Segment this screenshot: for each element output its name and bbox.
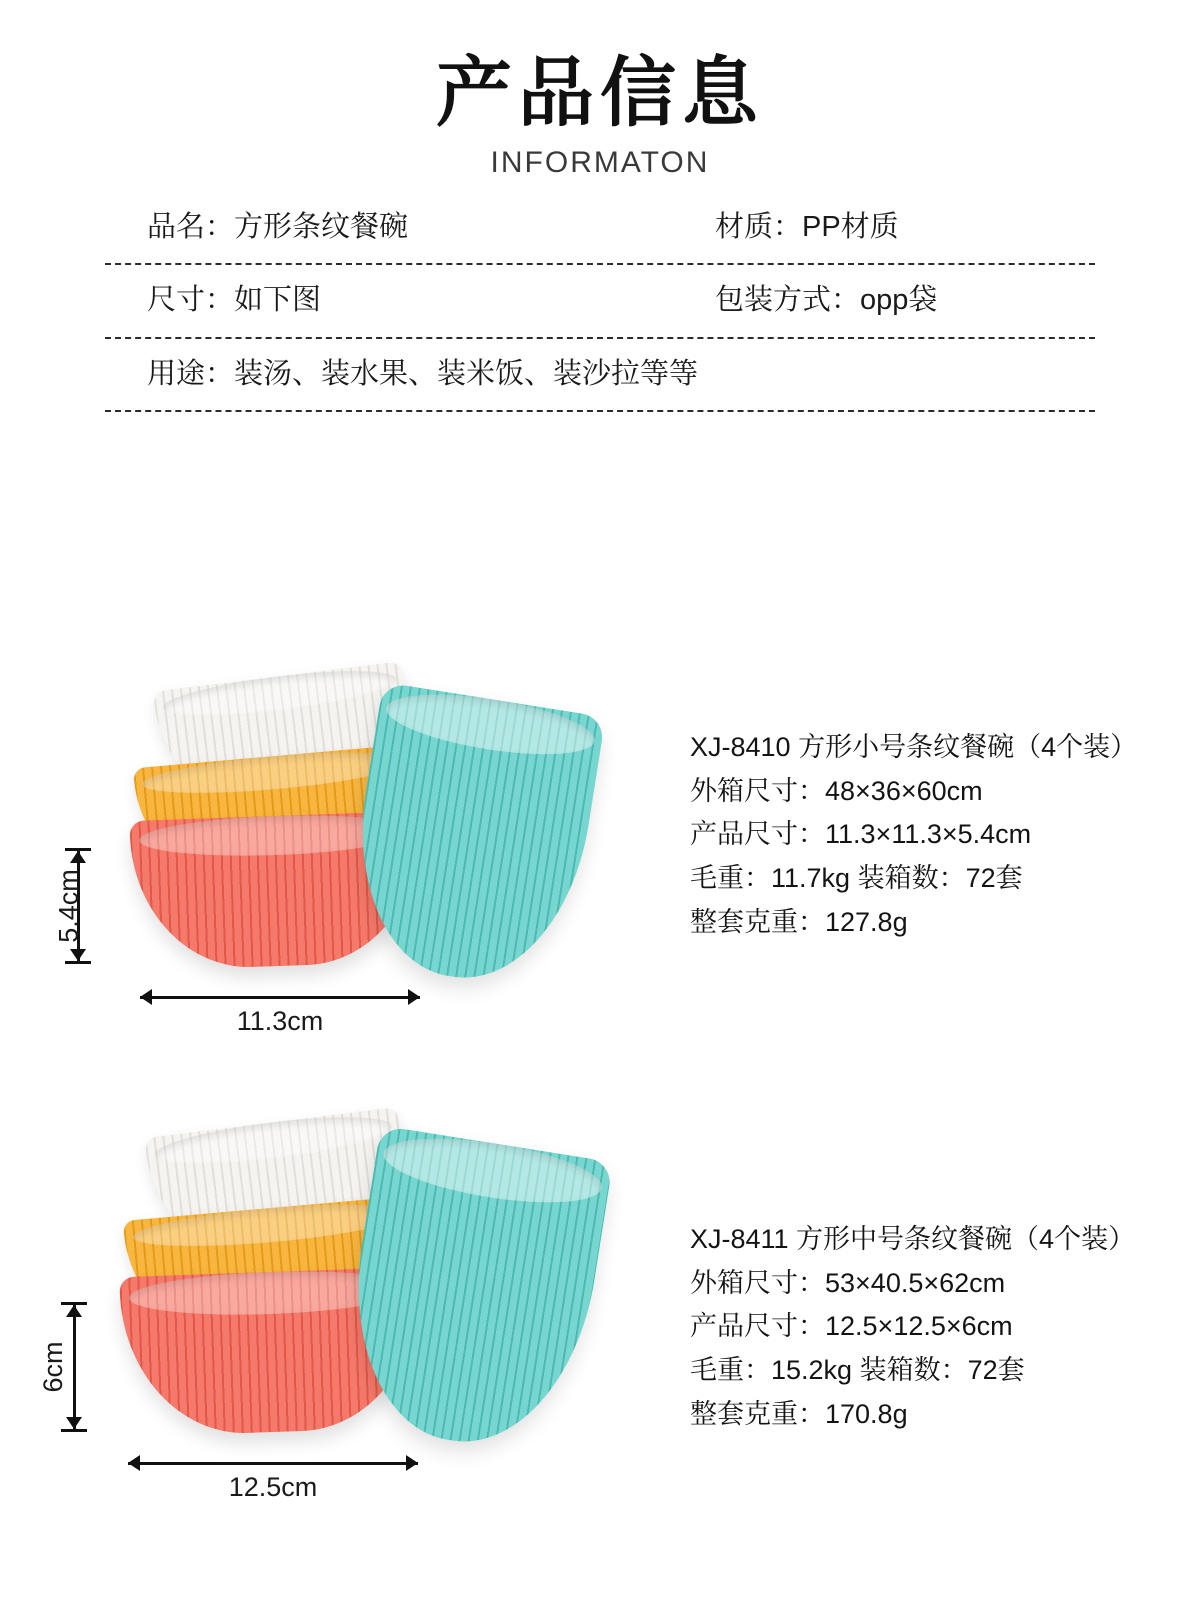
product-size: 产品尺寸：12.5×12.5×6cm <box>690 1311 1013 1342</box>
dimension-width-xj-8410 <box>140 988 420 1036</box>
product-block-xj-8411 <box>0 1090 1200 1520</box>
arrow-up-icon <box>66 1305 82 1317</box>
divider <box>105 337 1095 339</box>
product-specs-xj-8410 <box>690 726 1190 945</box>
arrow-right-icon <box>406 1455 418 1471</box>
info-product-name: 品名：方形条纹餐碗 <box>147 210 409 243</box>
page-title: 产品信息 <box>436 51 764 136</box>
info-material: 材质：PP材质 <box>715 210 899 243</box>
product-weight-quantity: 毛重：15.2kg 装箱数：72套 <box>690 1355 1025 1386</box>
product-carton-size: 外箱尺寸：48×36×60cm <box>690 775 983 806</box>
product-set-weight: 整套克重：170.8g <box>690 1398 908 1429</box>
divider <box>105 263 1095 265</box>
dimension-width-xj-8411 <box>128 1454 418 1502</box>
bowl-teal <box>334 1125 613 1458</box>
info-row <box>105 279 1095 329</box>
info-usage: 用途：装汤、装水果、装米饭、装沙拉等等 <box>147 357 699 390</box>
arrow-left-icon <box>128 1455 140 1471</box>
page-header <box>0 0 1200 180</box>
arrow-up-icon <box>70 851 86 863</box>
product-set-weight: 整套克重：127.8g <box>690 906 908 937</box>
divider <box>105 410 1095 412</box>
info-packaging: 包装方式：opp袋 <box>715 284 938 317</box>
arrow-right-icon <box>408 989 420 1005</box>
arrow-down-icon <box>70 949 86 961</box>
bowl-teal <box>339 682 605 994</box>
product-weight-quantity: 毛重：11.7kg 装箱数：72套 <box>690 863 1023 894</box>
dimension-width-label: 12.5cm <box>228 1472 318 1502</box>
dimension-height-label: 5.4cm <box>53 869 84 943</box>
product-photo-xj-8411 <box>38 1090 660 1502</box>
dimension-line <box>140 996 420 999</box>
info-row <box>105 206 1095 256</box>
info-size: 尺寸：如下图 <box>147 284 322 317</box>
dimension-width-label: 11.3cm <box>236 1006 324 1036</box>
product-size: 产品尺寸：11.3×11.3×5.4cm <box>690 819 1032 850</box>
product-model-name: XJ-8411 方形中号条纹餐碗（4个装） <box>690 1224 1136 1254</box>
dimension-line <box>73 1302 76 1432</box>
arrow-left-icon <box>140 989 152 1005</box>
dimension-cap <box>65 961 91 964</box>
product-info-table <box>105 206 1095 413</box>
product-carton-size: 外箱尺寸：53×40.5×62cm <box>690 1267 1006 1298</box>
product-block-xj-8410 <box>0 648 1200 1078</box>
arrow-down-icon <box>66 1417 82 1429</box>
dimension-height-label: 6cm <box>38 1341 69 1393</box>
dimension-cap <box>61 1429 87 1432</box>
info-row <box>105 353 1095 403</box>
page-subtitle: INFORMATON <box>490 145 710 179</box>
dimension-line <box>128 1462 418 1465</box>
product-model-name: XJ-8410 方形小号条纹餐碗（4个装） <box>690 732 1138 762</box>
product-specs-xj-8411 <box>690 1218 1190 1437</box>
product-photo-xj-8410 <box>53 648 660 1048</box>
